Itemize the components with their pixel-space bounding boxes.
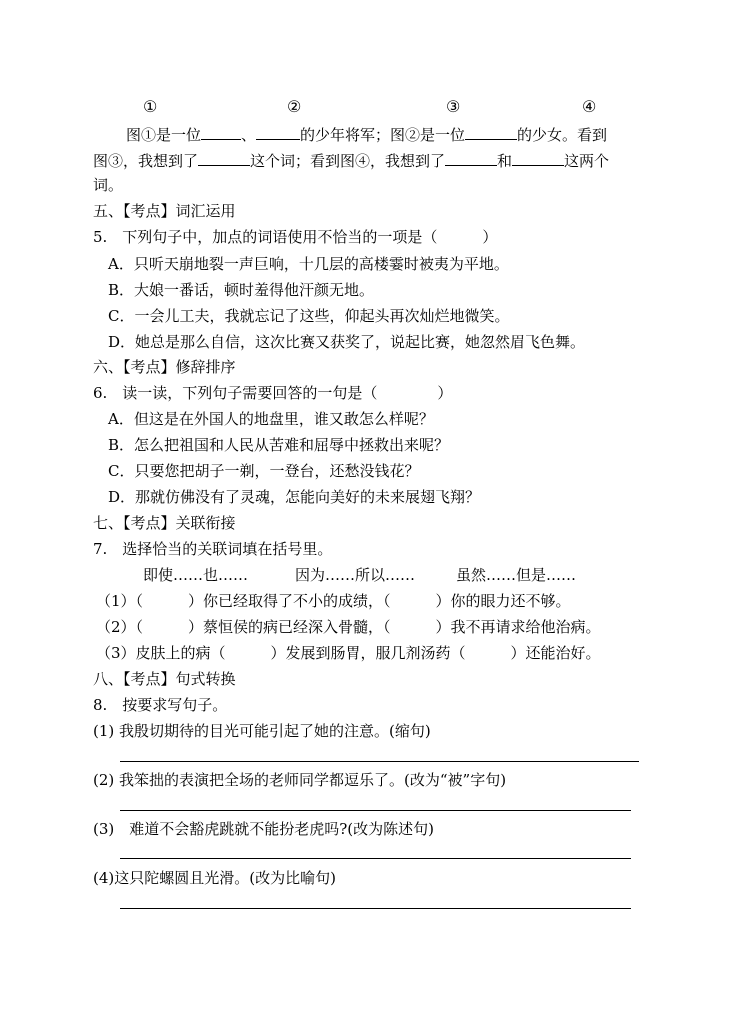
- word-choice-3: 虽然……但是……: [456, 566, 577, 584]
- answer-line-1[interactable]: [120, 761, 639, 762]
- item-8-1: (1) 我殷切期待的目光可能引起了她的注意。(缩句): [93, 722, 431, 740]
- option-5d: D．她总是那么自信，这次比赛又获奖了，说起比赛，她忽然眉飞色舞。: [108, 333, 586, 351]
- section-7-heading: 七、【考点】关联衔接: [93, 514, 236, 532]
- intro-line-3: 词。: [93, 176, 124, 194]
- question-5: 5. 下列句子中，加点的词语使用不恰当的一项是（ ）: [93, 228, 498, 246]
- item-8-2: (2) 我笨拙的表演把全场的老师同学都逗乐了。(改为“被”字句): [93, 771, 507, 789]
- item-7-3: （3）皮肤上的病（ ）发展到肠胃，服几剂汤药（ ）还能治好。: [96, 644, 601, 662]
- blank[interactable]: [512, 149, 564, 166]
- word-choice-2: 因为……所以……: [295, 566, 416, 584]
- option-6b: B．怎么把祖国和人民从苦难和屈辱中拯救出来呢？: [108, 436, 450, 454]
- option-6a: A．但这是在外国人的地盘里，谁又敢怎么样呢？: [108, 410, 434, 428]
- option-5b: B．大娘一番话，顿时羞得他汗颜无地。: [108, 281, 375, 299]
- blank[interactable]: [445, 149, 497, 166]
- option-5c: C．一会儿工夫，我就忘记了这些，仰起头再次灿烂地微笑。: [108, 307, 510, 325]
- answer-line-3[interactable]: [120, 858, 631, 859]
- image-label-1: ①: [143, 97, 158, 116]
- question-6: 6. 读一读，下列句子需要回答的一句是（ ）: [93, 384, 453, 402]
- word-choice-1: 即使……也……: [143, 566, 249, 584]
- option-5a: A．只听天崩地裂一声巨响，十几层的高楼霎时被夷为平地。: [108, 255, 509, 273]
- image-label-3: ③: [446, 97, 461, 116]
- intro-text: 这个词；看到图④，我想到了: [250, 152, 446, 170]
- intro-text: 和: [497, 152, 513, 170]
- answer-line-4[interactable]: [120, 908, 631, 909]
- image-label-2: ②: [287, 97, 302, 116]
- item-7-2: （2）（ ）蔡恒侯的病已经深入骨髓，（ ）我不再请求给他治病。: [96, 618, 601, 636]
- question-7: 7. 选择恰当的关联词填在括号里。: [93, 540, 333, 558]
- section-8-heading: 八、【考点】句式转换: [93, 670, 236, 688]
- intro-line-2: [93, 149, 609, 171]
- section-6-heading: 六、【考点】修辞排序: [93, 358, 236, 376]
- answer-line-2[interactable]: [120, 810, 631, 811]
- intro-line-1: [126, 123, 607, 145]
- item-8-4: (4)这只陀螺圆且光滑。(改为比喻句): [93, 869, 336, 887]
- blank[interactable]: [198, 149, 250, 166]
- option-6d: D．那就仿佛没有了灵魂，怎能向美好的未来展翅飞翔？: [108, 488, 481, 506]
- blank[interactable]: [465, 123, 517, 140]
- intro-text: 、: [241, 126, 257, 144]
- item-8-3: (3) 难道不会豁虎跳就不能扮老虎吗?(改为陈述句): [93, 820, 434, 838]
- item-7-1: （1）（ ）你已经取得了不小的成绩，（ ）你的眼力还不够。: [96, 592, 571, 610]
- question-8: 8. 按要求写句子。: [93, 696, 228, 714]
- option-6c: C．只要您把胡子一剃，一登台，还愁没钱花？: [108, 462, 420, 480]
- intro-text: 这两个: [564, 152, 610, 170]
- blank[interactable]: [201, 123, 241, 140]
- intro-text: 的少年将军；图②是一位: [300, 126, 466, 144]
- image-label-4: ④: [582, 97, 597, 116]
- intro-text: 图①是一位: [126, 126, 202, 144]
- blank[interactable]: [256, 123, 300, 140]
- intro-text: 图③，我想到了: [93, 152, 199, 170]
- intro-text: 的少女。看到: [517, 126, 608, 144]
- section-5-heading: 五、【考点】词汇运用: [93, 202, 236, 220]
